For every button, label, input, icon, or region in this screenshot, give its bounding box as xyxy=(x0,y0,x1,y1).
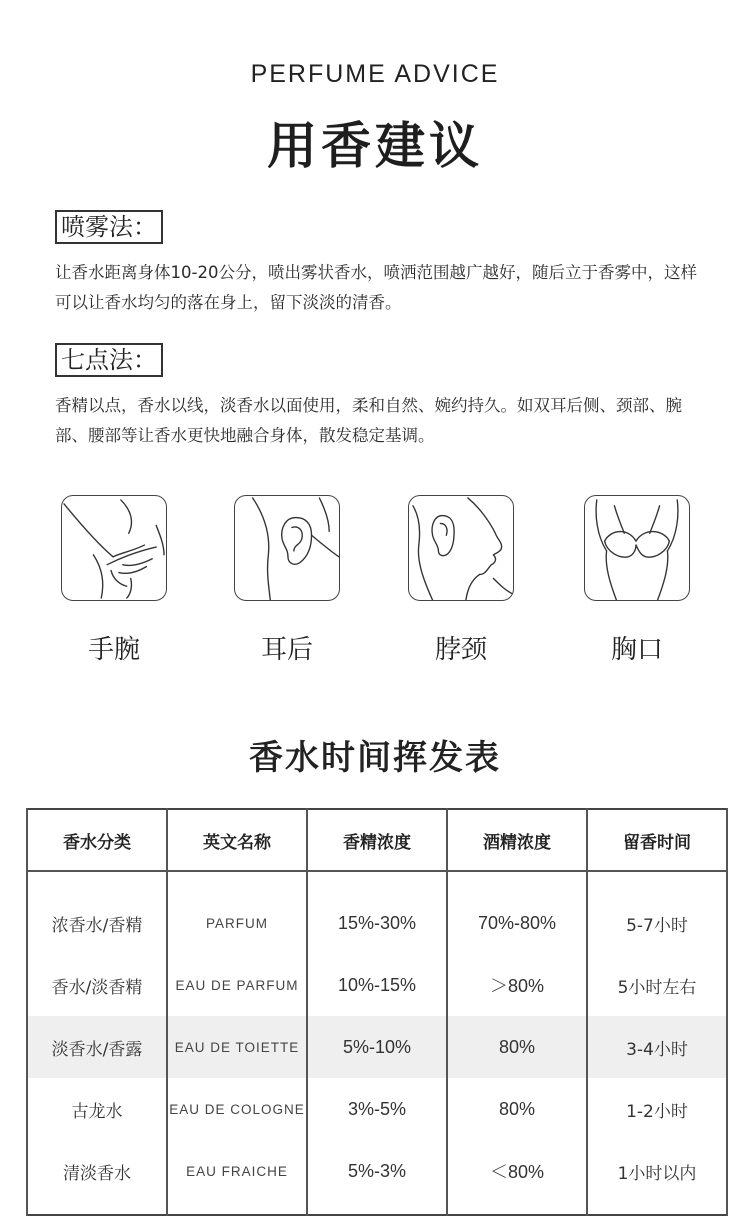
wrist-icon xyxy=(61,495,167,601)
table-title: 香水时间挥发表 xyxy=(249,738,501,778)
table-row xyxy=(27,1016,727,1078)
table-header-row xyxy=(27,809,727,871)
cell-alcohol: ＞80% xyxy=(447,954,587,1016)
body-point-neck xyxy=(406,495,516,666)
subtitle-en: PERFUME ADVICE xyxy=(250,60,500,88)
body-point-chest xyxy=(582,495,692,666)
table-row xyxy=(27,871,727,954)
cell-essence: 3%-5% xyxy=(307,1078,447,1140)
cell-english-name: EAU FRAICHE xyxy=(167,1140,307,1215)
cell-english-name: EAU DE COLOGNE xyxy=(167,1078,307,1140)
body-point-ear xyxy=(232,495,342,666)
cell-english-name: PARFUM xyxy=(167,871,307,954)
header-duration: 留香时间 xyxy=(587,809,727,871)
table-row xyxy=(27,1078,727,1140)
cell-english-name: EAU DE TOIETTE xyxy=(167,1016,307,1078)
table-row xyxy=(27,1140,727,1215)
cell-category: 清淡香水 xyxy=(27,1140,167,1215)
section-heading: 喷雾法： xyxy=(55,210,163,244)
cell-category: 古龙水 xyxy=(27,1078,167,1140)
section-spray xyxy=(55,210,705,318)
chest-icon xyxy=(584,495,690,601)
cell-essence: 10%-15% xyxy=(307,954,447,1016)
cell-category: 浓香水/香精 xyxy=(27,871,167,954)
cell-alcohol: 80% xyxy=(447,1078,587,1140)
header-alcohol-concentration: 酒精浓度 xyxy=(447,809,587,871)
header-essence-concentration: 香精浓度 xyxy=(307,809,447,871)
ear-icon xyxy=(234,495,340,601)
section-heading: 七点法： xyxy=(55,343,163,377)
icon-label: 胸口 xyxy=(610,635,663,665)
body-points xyxy=(0,495,750,675)
cell-essence: 5%-3% xyxy=(307,1140,447,1215)
cell-duration: 3-4小时 xyxy=(587,1016,727,1078)
cell-alcohol: ＜80% xyxy=(447,1140,587,1215)
cell-duration: 1-2小时 xyxy=(587,1078,727,1140)
header-english-name: 英文名称 xyxy=(167,809,307,871)
cell-essence: 15%-30% xyxy=(307,871,447,954)
section-seven-points xyxy=(55,343,705,451)
cell-alcohol: 80% xyxy=(447,1016,587,1078)
header-category: 香水分类 xyxy=(27,809,167,871)
cell-category: 淡香水/香露 xyxy=(27,1016,167,1078)
cell-essence: 5%-10% xyxy=(307,1016,447,1078)
icon-label: 手腕 xyxy=(87,635,140,665)
page-title: 用香建议 xyxy=(267,117,483,175)
neck-icon xyxy=(408,495,514,601)
icon-label: 耳后 xyxy=(260,635,313,665)
icon-label: 脖颈 xyxy=(434,635,487,665)
cell-duration: 1小时以内 xyxy=(587,1140,727,1215)
section-body: 香精以点，香水以线，淡香水以面使用，柔和自然、婉约持久。如双耳后侧、颈部、腕部、腰部等让香水更快地融合身体，散发稳定基调。 xyxy=(55,396,682,445)
cell-alcohol: 70%-80% xyxy=(447,871,587,954)
cell-category: 香水/淡香精 xyxy=(27,954,167,1016)
cell-duration: 5-7小时 xyxy=(587,871,727,954)
volatility-table xyxy=(26,808,728,1198)
cell-duration: 5小时左右 xyxy=(587,954,727,1016)
section-body: 让香水距离身体10-20公分，喷出雾状香水，喷洒范围越广越好，随后立于香雾中，这样可以让香水均匀的落在身上，留下淡淡的清香。 xyxy=(55,263,697,312)
cell-english-name: EAU DE PARFUM xyxy=(167,954,307,1016)
table-row xyxy=(27,954,727,1016)
body-point-wrist xyxy=(59,495,169,666)
